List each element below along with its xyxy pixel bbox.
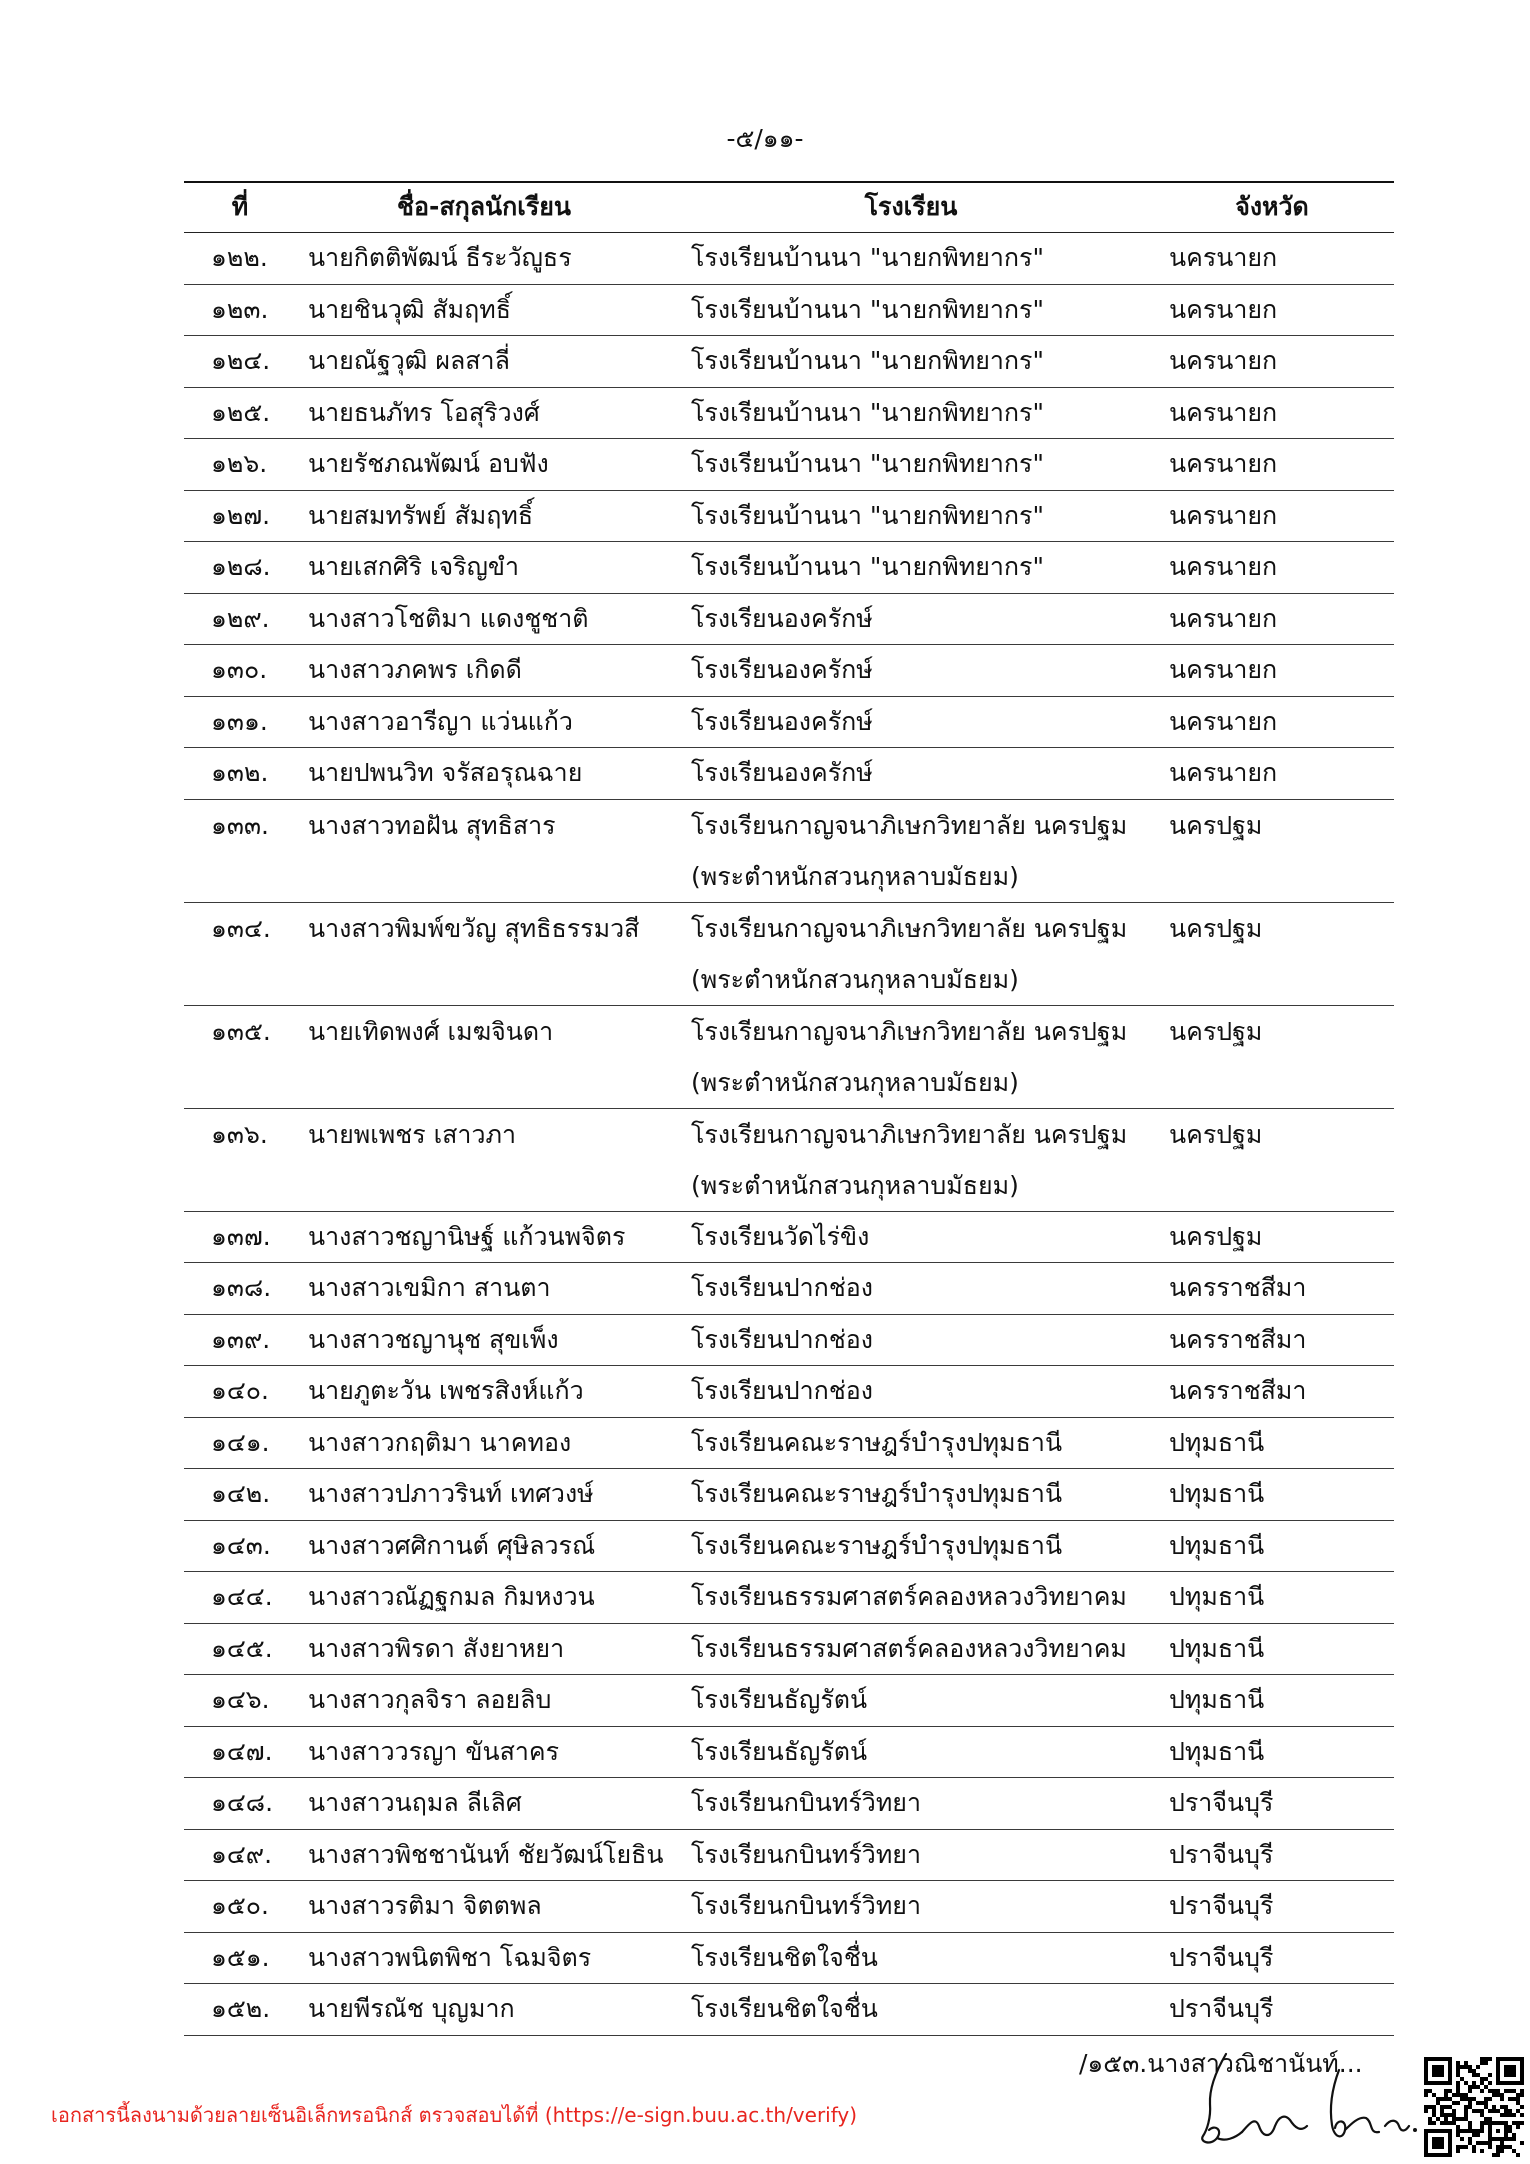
table-row [184,336,1394,388]
school-name: โรงเรียนบ้านนา "นายกพิทยากร" [691,346,1044,375]
continuation-text: /๑๕๓.นางสาวณิชานันท์... [1079,2049,1363,2078]
row-number: ๑๓๖. [211,1119,268,1149]
province-name: นครปฐม [1169,810,1263,840]
table-row [184,697,1394,749]
header-province: จังหวัด [1235,192,1309,221]
province-name: นครนายก [1169,552,1278,581]
province-name: ปทุมธานี [1169,1736,1265,1766]
row-number: ๑๔๖. [211,1685,270,1714]
school-name: โรงเรียนบ้านนา "นายกพิทยากร" [691,294,1044,324]
student-name: นายพีรณัช บุญมาก [308,1994,515,2023]
province-name: ปราจีนบุรี [1169,1891,1274,1920]
table-row [184,1675,1394,1727]
school-name: โรงเรียนองครักษ์ [691,706,873,736]
student-name: นางสาวทอฝัน สุทธิสาร [308,810,556,840]
province-name: นครนายก [1169,655,1278,684]
school-name: โรงเรียนชิตใจชื่น [691,1994,878,2023]
student-name: นางสาวกฤติมา นาคทอง [308,1427,572,1457]
row-number: ๑๓๕. [211,1016,271,1046]
province-name: นครปฐม [1169,1016,1263,1046]
signature-stroke [1331,2070,1379,2136]
province-name: นครนายก [1169,603,1278,633]
student-name: นางสาวภคพร เกิดดี [308,655,522,684]
school-name: โรงเรียนองครักษ์ [691,758,873,787]
student-name: นางสาวกุลจิรา ลอยลิบ [308,1685,552,1714]
row-number: ๑๔๒. [211,1479,271,1508]
province-name: ปทุมธานี [1169,1633,1265,1663]
table-row [184,542,1394,594]
student-name: นางสาววรญา ขันสาคร [308,1736,560,1766]
row-number: ๑๔๐. [211,1376,269,1405]
school-name: โรงเรียนคณะราษฎร์บำรุงปทุมธานี [691,1427,1063,1457]
student-name: นางสาวชญานิษฐ์ แก้วนพจิตร [308,1221,626,1251]
page-number: -๕/๑๑- [726,124,804,153]
province-name: ปราจีนบุรี [1169,1942,1274,1972]
table-row [184,594,1394,646]
row-number: ๑๕๐. [211,1891,269,1920]
school-name: โรงเรียนธัญรัตน์ [691,1736,868,1766]
student-name: นายเทิดพงศ์ เมฆจินดา [308,1016,554,1046]
school-name: โรงเรียนกบินทร์วิทยา [691,1788,921,1817]
table-row [184,1984,1394,2036]
row-number: ๑๔๑. [211,1427,270,1457]
qr-code [1424,2057,1524,2157]
province-name: นครนายก [1169,500,1278,530]
province-name: นครนายก [1169,243,1278,272]
province-name: นครปฐม [1169,1119,1263,1149]
row-number: ๑๔๙. [211,1839,273,1869]
row-number: ๑๒๘. [211,552,271,581]
table-row [184,645,1394,697]
row-number: ๑๒๕. [211,397,271,427]
table-row [184,1624,1394,1676]
row-number: ๑๕๑. [211,1942,270,1972]
province-name: ปทุมธานี [1169,1530,1265,1560]
row-number: ๑๔๔. [211,1582,273,1611]
table-row [184,233,1394,285]
table-header [184,181,1394,233]
province-name: นครราชสีมา [1169,1273,1307,1302]
row-number: ๑๓๑. [211,706,268,736]
student-name: นางสาวนฤมล ลีเลิศ [308,1788,522,1817]
row-number: ๑๒๙. [211,603,270,633]
student-name: นางสาวเขมิกา สานตา [308,1273,551,1302]
province-name: นครนายก [1169,758,1278,787]
student-name: นางสาวศศิกานต์ ศุษิลวรณ์ [308,1530,596,1560]
header-student-name: ชื่อ-สกุลนักเรียน [396,192,571,221]
school-name: โรงเรียนธรรมศาสตร์คลองหลวงวิทยาคม [691,1633,1127,1663]
school-name: โรงเรียนคณะราษฎร์บำรุงปทุมธานี [691,1479,1063,1508]
school-name: โรงเรียนกาญจนาภิเษกวิทยาลัย นครปฐม (พระตำหนักสวนกุหลาบมัธยม) [691,1016,1128,1097]
row-number: ๑๔๓. [211,1530,271,1560]
student-name: นายภูตะวัน เพชรสิงห์แก้ว [308,1376,584,1405]
table-row [184,1469,1394,1521]
student-name: นางสาวพิชชานันท์ ชัยวัฒน์โยธิน [308,1839,664,1869]
handwritten-signature [1193,2046,1423,2151]
school-name: โรงเรียนบ้านนา "นายกพิทยากร" [691,243,1044,272]
school-name: โรงเรียนบ้านนา "นายกพิทยากร" [691,552,1044,581]
row-number: ๑๓๒. [211,758,269,787]
school-name: โรงเรียนชิตใจชื่น [691,1942,878,1972]
row-number: ๑๒๒. [211,243,268,272]
table-row [184,1109,1394,1212]
row-number: ๑๓๙. [211,1324,271,1354]
student-name: นางสาวโชติมา แดงชูชาติ [308,603,589,633]
table-row [184,388,1394,440]
table-row [184,1727,1394,1779]
table-row [184,800,1394,903]
school-name: โรงเรียนวัดไร่ขิง [691,1221,870,1251]
province-name: ปทุมธานี [1169,1685,1265,1714]
table-row [184,903,1394,1006]
province-name: นครปฐม [1169,1221,1263,1251]
province-name: นครราชสีมา [1169,1324,1307,1354]
school-name: โรงเรียนคณะราษฎร์บำรุงปทุมธานี [691,1530,1063,1560]
school-name: โรงเรียนปากช่อง [691,1273,874,1302]
student-name: นายชินวุฒิ สัมฤทธิ์ [308,294,512,324]
student-name: นายพเพชร เสาวภา [308,1119,517,1149]
student-name: นายเสกศิริ เจริญขำ [308,552,520,581]
table-row [184,1521,1394,1573]
province-name: ปราจีนบุรี [1169,1788,1274,1817]
table-row [184,748,1394,800]
signature-stroke [1242,2117,1307,2135]
student-name: นางสาวปภาวรินท์ เทศวงษ์ [308,1479,594,1508]
table-row [184,1418,1394,1470]
school-name: โรงเรียนกาญจนาภิเษกวิทยาลัย นครปฐม (พระตำหนักสวนกุหลาบมัธยม) [691,1119,1128,1200]
signature-dot [1413,2128,1417,2132]
student-name: นางสาวชญานุช สุขเพ็ง [308,1324,559,1354]
school-name: โรงเรียนปากช่อง [691,1324,874,1354]
row-number: ๑๓๗. [211,1221,271,1251]
row-number: ๑๓๘. [211,1273,272,1302]
student-name: นายณัฐวุฒิ ผลสาลี่ [308,346,510,375]
school-name: โรงเรียนปากช่อง [691,1376,874,1405]
province-name: ปทุมธานี [1169,1479,1265,1508]
row-number: ๑๒๔. [211,346,271,375]
student-name: นายรัชภณพัฒน์ อบฟัง [308,449,549,478]
table-row [184,1778,1394,1830]
row-number: ๑๓๔. [211,913,271,943]
province-name: ปราจีนบุรี [1169,1839,1274,1869]
province-name: นครนายก [1169,449,1278,478]
header-school: โรงเรียน [864,192,958,221]
province-name: ปทุมธานี [1169,1582,1265,1611]
school-name: โรงเรียนองครักษ์ [691,603,873,633]
student-name: นางสาวพิมพ์ขวัญ สุทธิธรรมวสี [308,913,640,943]
province-name: ปทุมธานี [1169,1427,1265,1457]
school-name: โรงเรียนบ้านนา "นายกพิทยากร" [691,500,1044,530]
school-name: โรงเรียนองครักษ์ [691,655,873,684]
student-name: นางสาวพนิตพิชา โฉมจิตร [308,1942,592,1972]
signature-stroke [1202,2054,1242,2142]
row-number: ๑๔๗. [211,1736,273,1766]
table-body [184,233,1394,2036]
table-row [184,439,1394,491]
table-row [184,1366,1394,1418]
province-name: นครราชสีมา [1169,1376,1307,1405]
table-row [184,1212,1394,1264]
school-name: โรงเรียนกบินทร์วิทยา [691,1839,921,1869]
header-number: ที่ [231,192,249,221]
table-row [184,1263,1394,1315]
student-table [184,181,1394,2036]
school-name: โรงเรียนกบินทร์วิทยา [691,1891,921,1920]
table-row [184,1572,1394,1624]
school-name: โรงเรียนบ้านนา "นายกพิทยากร" [691,397,1044,427]
school-name: โรงเรียนธรรมศาสตร์คลองหลวงวิทยาคม [691,1582,1127,1611]
table-row [184,1830,1394,1882]
row-number: ๑๓๓. [211,810,269,840]
student-name: นางสาวพิรดา สังยาหยา [308,1633,565,1663]
table-row [184,285,1394,337]
student-name: นางสาวณัฏฐกมล กิมหงวน [308,1582,595,1611]
student-name: นายสมทรัพย์ สัมฤทธิ์ [308,500,534,530]
school-name: โรงเรียนธัญรัตน์ [691,1685,868,1714]
row-number: ๑๒๗. [211,500,271,530]
e-signature-notice: เอกสารนี้ลงนามด้วยลายเซ็นอิเล็กทรอนิกส์ ตรวจสอบได้ที่ (https://e-sign.buu.ac.th/verify) [51,2103,858,2127]
row-number: ๑๔๘. [211,1788,274,1817]
row-number: ๑๒๓. [211,294,269,324]
province-name: นครนายก [1169,397,1278,427]
table-row [184,1006,1394,1109]
row-number: ๑๓๐. [211,655,268,684]
row-number: ๑๒๖. [211,449,268,478]
province-name: นครนายก [1169,294,1278,324]
row-number: ๑๔๕. [211,1633,273,1663]
signature-stroke [1385,2121,1409,2131]
student-name: นายกิตติพัฒน์ ธีระวัญูธร [308,243,572,272]
table-row [184,1315,1394,1367]
student-name: นายปพนวิท จรัสอรุณฉาย [308,758,583,787]
province-name: นครนายก [1169,346,1278,375]
table-row [184,491,1394,543]
school-name: โรงเรียนบ้านนา "นายกพิทยากร" [691,449,1044,478]
student-name: นายธนภัทร โอสุริวงศ์ [308,397,540,427]
school-name: โรงเรียนกาญจนาภิเษกวิทยาลัย นครปฐม (พระตำหนักสวนกุหลาบมัธยม) [691,810,1128,891]
province-name: นครปฐม [1169,913,1263,943]
row-number: ๑๕๒. [211,1994,271,2023]
province-name: นครนายก [1169,706,1278,736]
province-name: ปราจีนบุรี [1169,1994,1274,2023]
student-name: นางสาวอารีญา แว่นแก้ว [308,706,573,736]
table-row [184,1881,1394,1933]
school-name: โรงเรียนกาญจนาภิเษกวิทยาลัย นครปฐม (พระตำหนักสวนกุหลาบมัธยม) [691,913,1128,994]
student-name: นางสาวรติมา จิตตพล [308,1891,542,1920]
table-row [184,1933,1394,1985]
